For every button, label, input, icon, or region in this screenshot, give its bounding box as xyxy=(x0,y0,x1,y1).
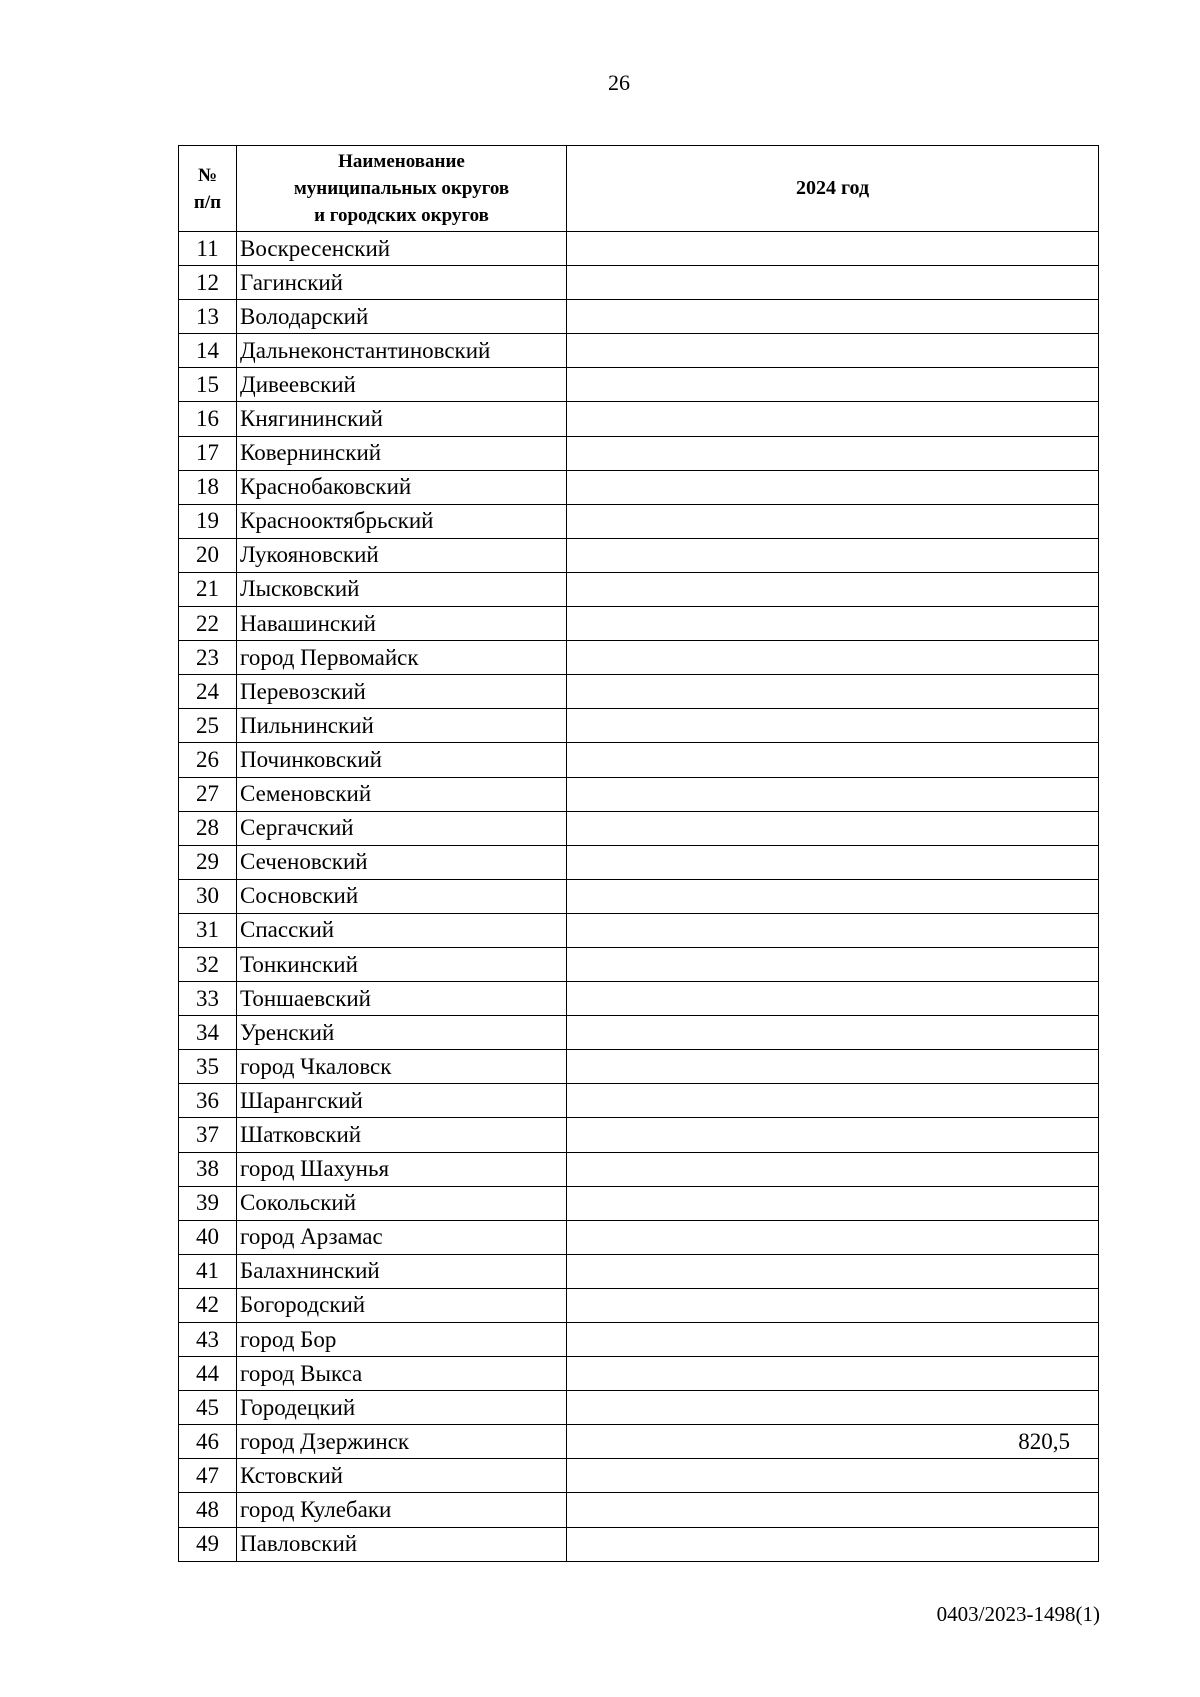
row-number: 33 xyxy=(179,982,237,1016)
row-district-name: Сосновский xyxy=(237,879,567,913)
row-district-name: Тонкинский xyxy=(237,947,567,981)
table-row xyxy=(179,1288,1099,1322)
table-row xyxy=(179,879,1099,913)
row-district-name: город Бор xyxy=(237,1323,567,1357)
table-row xyxy=(179,266,1099,300)
page-number: 26 xyxy=(608,70,630,95)
row-value-2024 xyxy=(567,1220,1099,1254)
row-district-name: Шатковский xyxy=(237,1118,567,1152)
row-value-2024 xyxy=(567,1254,1099,1288)
row-number: 12 xyxy=(179,266,237,300)
row-value-2024 xyxy=(567,743,1099,777)
row-district-name: Лукояновский xyxy=(237,538,567,572)
row-number: 19 xyxy=(179,504,237,538)
table-row xyxy=(179,1323,1099,1357)
row-number: 18 xyxy=(179,470,237,504)
row-district-name: Починковский xyxy=(237,743,567,777)
row-value-2024 xyxy=(567,334,1099,368)
table-row xyxy=(179,607,1099,641)
row-number: 46 xyxy=(179,1425,237,1459)
table-row xyxy=(179,1493,1099,1527)
row-number: 27 xyxy=(179,777,237,811)
table-row xyxy=(179,1357,1099,1391)
table-row xyxy=(179,913,1099,947)
table-row xyxy=(179,470,1099,504)
row-number: 16 xyxy=(179,402,237,436)
row-value-2024 xyxy=(567,1118,1099,1152)
header-number: № п/п xyxy=(179,146,237,232)
table-row xyxy=(179,300,1099,334)
row-number: 21 xyxy=(179,572,237,606)
allocation-table xyxy=(178,145,1099,1562)
table-row xyxy=(179,1527,1099,1561)
row-number: 44 xyxy=(179,1357,237,1391)
table-row xyxy=(179,1425,1099,1459)
row-number: 36 xyxy=(179,1084,237,1118)
row-value-2024 xyxy=(567,913,1099,947)
row-district-name: Лысковский xyxy=(237,572,567,606)
row-value-2024 xyxy=(567,1391,1099,1425)
row-number: 20 xyxy=(179,538,237,572)
row-value-2024 xyxy=(567,368,1099,402)
row-district-name: город Кулебаки xyxy=(237,1493,567,1527)
row-district-name: Дальнеконстантиновский xyxy=(237,334,567,368)
row-value-2024 xyxy=(567,1050,1099,1084)
row-number: 28 xyxy=(179,811,237,845)
row-number: 24 xyxy=(179,675,237,709)
row-number: 29 xyxy=(179,845,237,879)
row-value-2024 xyxy=(567,641,1099,675)
row-value-2024 xyxy=(567,402,1099,436)
row-number: 45 xyxy=(179,1391,237,1425)
row-district-name: Краснобаковский xyxy=(237,470,567,504)
row-value-2024 xyxy=(567,1152,1099,1186)
row-district-name: город Арзамас xyxy=(237,1220,567,1254)
row-district-name: Городецкий xyxy=(237,1391,567,1425)
row-number: 13 xyxy=(179,300,237,334)
row-value-2024 xyxy=(567,1323,1099,1357)
row-number: 22 xyxy=(179,607,237,641)
table-row xyxy=(179,1254,1099,1288)
table-row xyxy=(179,504,1099,538)
header-year: 2024 год xyxy=(567,146,1099,232)
row-district-name: Ковернинский xyxy=(237,436,567,470)
row-value-2024 xyxy=(567,232,1099,266)
row-value-2024 xyxy=(567,777,1099,811)
row-value-2024 xyxy=(567,1459,1099,1493)
table-header xyxy=(179,146,1099,232)
row-district-name: Спасский xyxy=(237,913,567,947)
row-number: 42 xyxy=(179,1288,237,1322)
row-district-name: Княгининский xyxy=(237,402,567,436)
row-district-name: Богородский xyxy=(237,1288,567,1322)
row-value-2024 xyxy=(567,811,1099,845)
row-number: 47 xyxy=(179,1459,237,1493)
row-number: 25 xyxy=(179,709,237,743)
row-number: 17 xyxy=(179,436,237,470)
row-district-name: Навашинский xyxy=(237,607,567,641)
row-value-2024 xyxy=(567,879,1099,913)
row-district-name: Кстовский xyxy=(237,1459,567,1493)
row-number: 40 xyxy=(179,1220,237,1254)
table-row xyxy=(179,675,1099,709)
row-number: 11 xyxy=(179,232,237,266)
table-row xyxy=(179,538,1099,572)
row-number: 43 xyxy=(179,1323,237,1357)
row-value-2024 xyxy=(567,709,1099,743)
row-district-name: Краснооктябрьский xyxy=(237,504,567,538)
row-district-name: Перевозский xyxy=(237,675,567,709)
table-row xyxy=(179,1118,1099,1152)
row-number: 30 xyxy=(179,879,237,913)
row-value-2024 xyxy=(567,538,1099,572)
row-number: 31 xyxy=(179,913,237,947)
row-number: 15 xyxy=(179,368,237,402)
row-value-2024 xyxy=(567,1493,1099,1527)
row-number: 39 xyxy=(179,1186,237,1220)
row-number: 34 xyxy=(179,1016,237,1050)
table-row xyxy=(179,1186,1099,1220)
row-number: 41 xyxy=(179,1254,237,1288)
row-value-2024 xyxy=(567,845,1099,879)
row-district-name: Сергачский xyxy=(237,811,567,845)
row-value-2024 xyxy=(567,947,1099,981)
document-code: 0403/2023-1498(1) xyxy=(936,1602,1100,1626)
table-row xyxy=(179,982,1099,1016)
table-row xyxy=(179,709,1099,743)
row-value-2024 xyxy=(567,1084,1099,1118)
row-value-2024 xyxy=(567,982,1099,1016)
row-district-name: город Чкаловск xyxy=(237,1050,567,1084)
row-value-2024 xyxy=(567,1527,1099,1561)
row-district-name: Уренский xyxy=(237,1016,567,1050)
row-district-name: Пильнинский xyxy=(237,709,567,743)
table-row xyxy=(179,1084,1099,1118)
row-value-2024 xyxy=(567,266,1099,300)
table-row xyxy=(179,572,1099,606)
row-number: 23 xyxy=(179,641,237,675)
table-row xyxy=(179,368,1099,402)
row-district-name: Семеновский xyxy=(237,777,567,811)
row-number: 38 xyxy=(179,1152,237,1186)
row-number: 14 xyxy=(179,334,237,368)
table-row xyxy=(179,811,1099,845)
row-number: 48 xyxy=(179,1493,237,1527)
row-value-2024 xyxy=(567,470,1099,504)
row-number: 32 xyxy=(179,947,237,981)
row-value-2024 xyxy=(567,607,1099,641)
table-row xyxy=(179,1152,1099,1186)
header-name: Наименование муниципальных округов и городских округов xyxy=(237,146,567,232)
row-district-name: Воскресенский xyxy=(237,232,567,266)
row-district-name: Тоншаевский xyxy=(237,982,567,1016)
row-value-2024 xyxy=(567,1186,1099,1220)
row-district-name: Шарангский xyxy=(237,1084,567,1118)
header-row xyxy=(179,146,1099,232)
row-value-2024 xyxy=(567,300,1099,334)
table-row xyxy=(179,1050,1099,1084)
row-value-2024 xyxy=(567,1016,1099,1050)
row-district-name: город Первомайск xyxy=(237,641,567,675)
table-row xyxy=(179,845,1099,879)
row-district-name: Сокольский xyxy=(237,1186,567,1220)
table-row xyxy=(179,1459,1099,1493)
table-row xyxy=(179,641,1099,675)
row-district-name: город Дзержинск xyxy=(237,1425,567,1459)
row-district-name: Павловский xyxy=(237,1527,567,1561)
table-row xyxy=(179,777,1099,811)
table-row xyxy=(179,334,1099,368)
row-district-name: город Шахунья xyxy=(237,1152,567,1186)
row-district-name: Балахнинский xyxy=(237,1254,567,1288)
table-row xyxy=(179,743,1099,777)
row-district-name: город Выкса xyxy=(237,1357,567,1391)
row-number: 49 xyxy=(179,1527,237,1561)
table-body xyxy=(179,232,1099,1562)
row-number: 26 xyxy=(179,743,237,777)
table-row xyxy=(179,1016,1099,1050)
allocation-table-container xyxy=(178,145,1098,1562)
row-district-name: Гагинский xyxy=(237,266,567,300)
row-value-2024 xyxy=(567,1357,1099,1391)
row-district-name: Дивеевский xyxy=(237,368,567,402)
row-value-2024: 820,5 xyxy=(567,1425,1099,1459)
row-value-2024 xyxy=(567,1288,1099,1322)
row-district-name: Володарский xyxy=(237,300,567,334)
table-row xyxy=(179,402,1099,436)
row-value-2024 xyxy=(567,675,1099,709)
row-district-name: Сеченовский xyxy=(237,845,567,879)
row-value-2024 xyxy=(567,572,1099,606)
table-row xyxy=(179,1391,1099,1425)
row-value-2024 xyxy=(567,504,1099,538)
table-row xyxy=(179,436,1099,470)
table-row xyxy=(179,947,1099,981)
row-number: 35 xyxy=(179,1050,237,1084)
table-row xyxy=(179,1220,1099,1254)
row-value-2024 xyxy=(567,436,1099,470)
table-row xyxy=(179,232,1099,266)
row-number: 37 xyxy=(179,1118,237,1152)
